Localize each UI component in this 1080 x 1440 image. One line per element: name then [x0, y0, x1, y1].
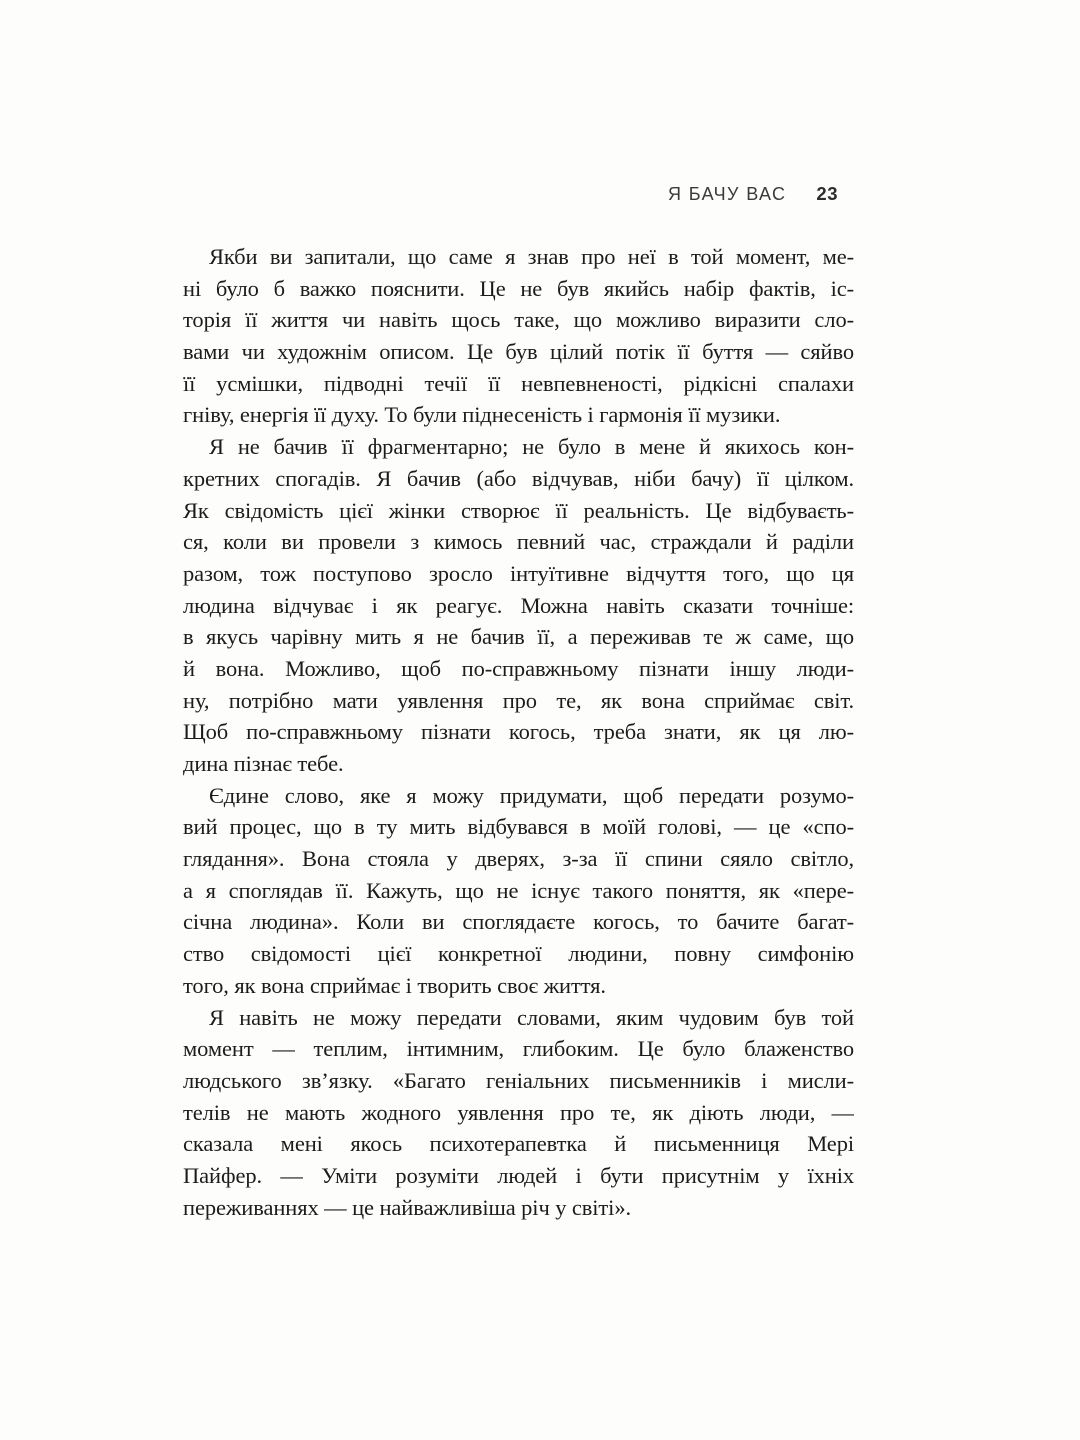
text-line: січна людина». Коли ви споглядаєте когось, то бачите багат-: [183, 909, 854, 935]
text-line: й вона. Можливо, щоб по-справжньому пізнати іншу люди-: [183, 655, 854, 681]
text-line: Якби ви запитали, що саме я знав про неї в той момент, ме-: [209, 244, 854, 269]
text-line: гніву, енергія її духу. То були піднесеність і гармонія її музики.: [183, 402, 781, 428]
text-line: Як свідомість цієї жінки створює її реальність. Це відбуваєть-: [183, 497, 854, 523]
text-line: переживаннях — це найважливіша річ у світі».: [183, 1194, 631, 1220]
text-line: телів не мають жодного уявлення про те, як діють люди, —: [183, 1099, 854, 1125]
text-line: ство свідомості цієї конкретної людини, повну симфонію: [183, 941, 854, 967]
text-line: вами чи художнім описом. Це був цілий потік її буття — сяйво: [183, 339, 854, 365]
text-line: людського зв’язку. «Багато геніальних письменників і мисли-: [183, 1067, 854, 1093]
text-line: того, як вона сприймає і творить своє життя.: [183, 972, 606, 998]
text-line: Єдине слово, яке я можу придумати, щоб передати розумо-: [209, 782, 854, 808]
text-line: Я не бачив її фрагментарно; не було в мене й якихось кон-: [209, 434, 854, 460]
text-line: дина пізнає тебе.: [183, 751, 344, 776]
text-line: Пайфер. — Уміти розуміти людей і бути присутнім у їхніх: [183, 1162, 854, 1188]
running-head: [183, 184, 854, 204]
text-line: кретних спогадів. Я бачив (або відчував, ніби бачу) її цілком.: [183, 465, 854, 491]
running-title: Я БАЧУ ВАС: [667, 184, 787, 204]
text-line: її усмішки, підводні течії її невпевненості, рідкісні спалахи: [183, 370, 854, 396]
text-line: в якусь чарівну мить я не бачив її, а переживав те ж саме, що: [183, 624, 854, 650]
text-line: людина відчуває і як реагує. Можна навіть сказати точніше:: [183, 592, 854, 618]
text-line: Щоб по-справжньому пізнати когось, треба знати, як ця лю-: [183, 719, 854, 745]
text-line: разом, тож поступово зросло інтуїтивне відчуття того, що ця: [183, 560, 854, 586]
text-line: ся, коли ви провели з кимось певний час, страждали й раділи: [183, 529, 854, 555]
text-line: глядання». Вона стояла у дверях, з-за її спини сяяло світло,: [183, 846, 854, 872]
text-line: ну, потрібно мати уявлення про те, як вона сприймає світ.: [183, 687, 854, 713]
text-line: торія її життя чи навіть щось таке, що можливо виразити сло-: [183, 307, 854, 333]
body-text: [183, 241, 854, 1223]
text-line: а я споглядав її. Кажуть, що не існує такого поняття, як «пере-: [183, 877, 854, 903]
text-block: [183, 0, 854, 1440]
text-line: сказала мені якось психотерапевтка й письменниця Мері: [183, 1131, 854, 1157]
page-number: 23: [816, 183, 838, 204]
text-line: вий процес, що в ту мить відбувався в моїй голові, — це «спо-: [183, 814, 854, 840]
text-line: момент — теплим, інтимним, глибоким. Це було блаженство: [183, 1036, 854, 1062]
text-line: Я навіть не можу передати словами, яким чудовим був той: [209, 1004, 854, 1030]
text-line: ні було б важко пояснити. Це не був якийсь набір фактів, іс-: [183, 275, 854, 301]
